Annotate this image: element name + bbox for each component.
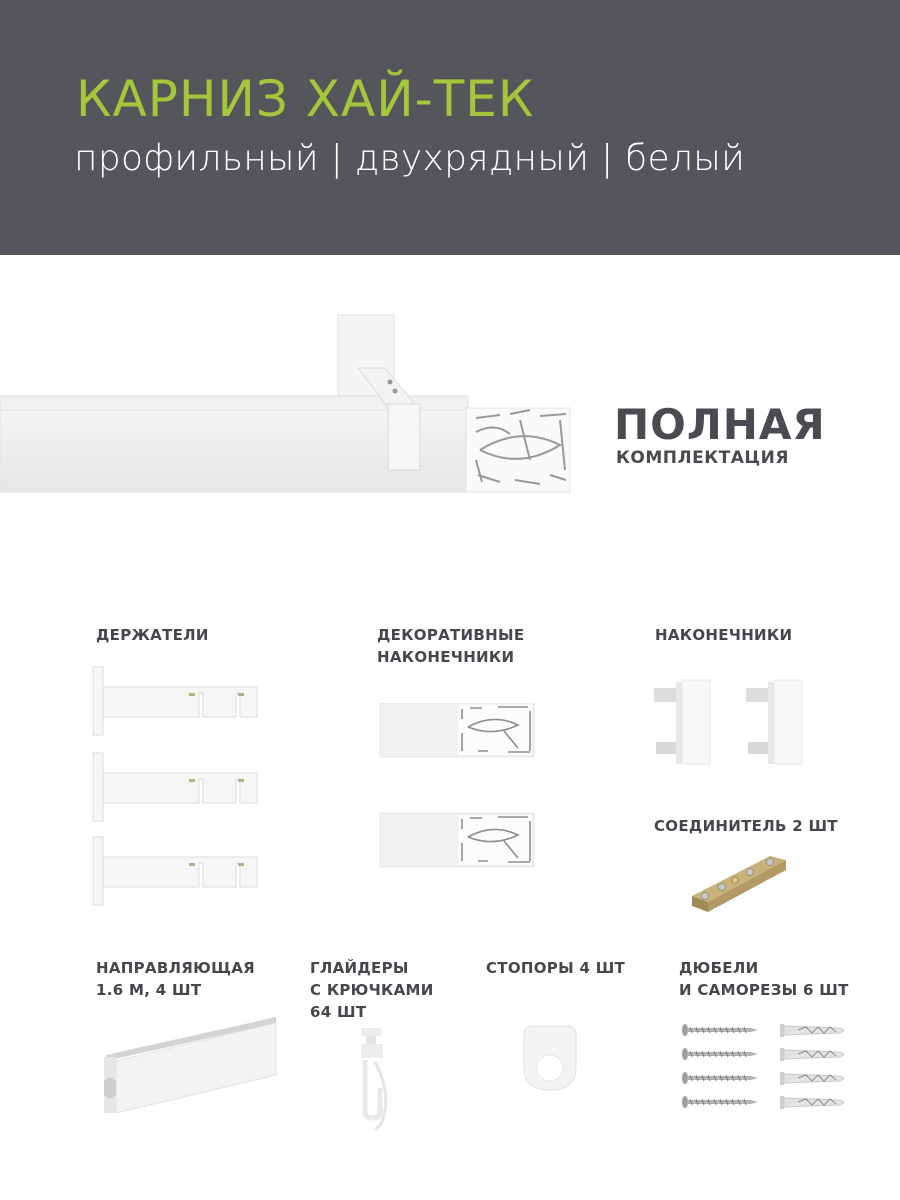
label-line: НАКОНЕЧНИКИ (655, 626, 793, 644)
rail-image (100, 1015, 280, 1115)
label-line: С КРЮЧКАМИ (310, 981, 434, 999)
label-line: 1.6 М, 4 ШТ (96, 981, 202, 999)
label-line: ДЕКОРАТИВНЫЕ (377, 626, 525, 644)
label-line: И САМОРЕЗЫ 6 ШТ (679, 981, 849, 999)
label-gliders (310, 957, 434, 1023)
end-caps-image (652, 678, 812, 768)
label-line: НАКОНЕЧНИКИ (377, 648, 515, 666)
glider-image (355, 1026, 405, 1136)
product-title: КАРНИЗ ХАЙ-ТЕК (76, 70, 535, 128)
full-set-title: ПОЛНАЯ (614, 400, 826, 449)
label-line: СТОПОРЫ 4 ШТ (486, 959, 626, 977)
stopper-image (520, 1024, 580, 1094)
screws-dowels-image (680, 1024, 850, 1124)
label-stoppers (486, 957, 625, 979)
decorative-caps-image (378, 703, 538, 873)
full-set-subtitle: КОМПЛЕКТАЦИЯ (616, 448, 789, 468)
label-line: 64 ШТ (310, 1003, 367, 1021)
label-rail (96, 957, 255, 1001)
hero-curtain-rod-image (0, 310, 580, 500)
connector-image (690, 852, 790, 914)
label-line: ДЕРЖАТЕЛИ (96, 626, 209, 644)
label-connector (654, 815, 838, 837)
product-subtitle: профильный | двухрядный | белый (74, 138, 746, 179)
label-line: СОЕДИНИТЕЛЬ 2 ШТ (654, 817, 838, 835)
label-end-caps (655, 624, 792, 646)
label-line: ГЛАЙДЕРЫ (310, 959, 409, 977)
holders-image (90, 665, 260, 910)
label-line: ДЮБЕЛИ (679, 959, 759, 977)
label-line: НАПРАВЛЯЮЩАЯ (96, 959, 256, 977)
label-holders (96, 624, 209, 646)
label-decorative-caps (377, 624, 524, 668)
label-dowels-screws (679, 957, 849, 1001)
header-banner (0, 0, 900, 255)
